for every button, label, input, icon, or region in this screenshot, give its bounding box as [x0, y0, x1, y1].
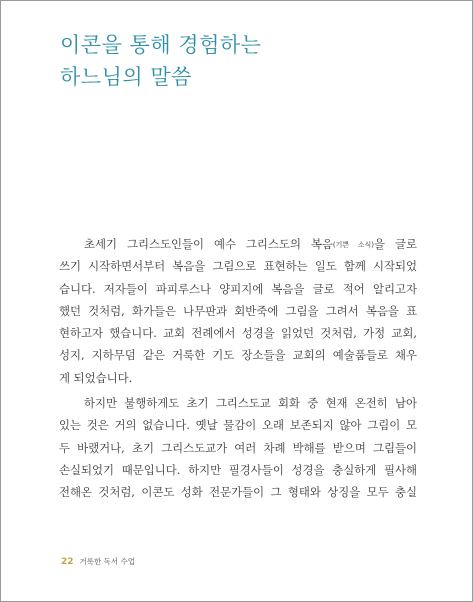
paragraph-2 — [59, 392, 417, 503]
text-line: 하지만 불행하게도 초기 그리스도교 회화 중 현재 온전히 남아 — [84, 396, 417, 411]
text-line: 성지, 지하무덤 같은 거룩한 기도 장소들을 교회의 예술품들로 채우 — [59, 348, 417, 363]
text-line: 두 바랬거나, 초기 그리스도교가 여러 차례 박해를 받으며 그림들이 — [59, 440, 417, 455]
chapter-title-line-1: 이콘을 통해 경험하는 — [60, 33, 262, 57]
text-line: 했던 것처럼, 화가들은 나무판과 회반죽에 그림을 그려서 복음을 표 — [59, 303, 417, 318]
page-footer — [61, 556, 135, 567]
text-line: 습니다. 저자들이 파피루스나 양피지에 복음을 글로 적어 알리고자 — [59, 281, 417, 296]
chapter-title-line-2: 하느님의 말씀 — [60, 65, 192, 89]
paragraph-1 — [59, 233, 417, 389]
text-line: 쓰기 시작하면서부터 복음을 그림으로 표현하는 일도 함께 시작되었 — [59, 259, 417, 274]
text-line — [59, 233, 417, 255]
text-line: 있는 것은 거의 없습니다. 옛날 물감이 오래 보존되지 않아 그림이 모 — [59, 418, 417, 433]
chapter-title — [60, 29, 261, 93]
text-segment: 초세기 그리스도인들이 예수 그리스도의 복음 — [84, 237, 333, 251]
page-number: 22 — [61, 557, 74, 567]
text-segment: 을 글로 — [374, 237, 417, 251]
body-text — [59, 233, 417, 504]
text-line: 전해온 것처럼, 이콘도 성화 전문가들이 그 형태와 상징을 모두 충실 — [59, 485, 417, 500]
text-line: 손실되었기 때문입니다. 하지만 필경사들이 성경을 충실하게 필사해 — [59, 462, 417, 477]
text-line: 게 되었습니다. — [59, 370, 133, 385]
inline-note: (기쁜 소식) — [332, 241, 374, 249]
text-line: 현하고자 했습니다. 교회 전례에서 성경을 읽었던 것처럼, 가정 교회, — [59, 326, 417, 341]
running-book-title: 거룩한 독서 수업 — [79, 557, 136, 566]
